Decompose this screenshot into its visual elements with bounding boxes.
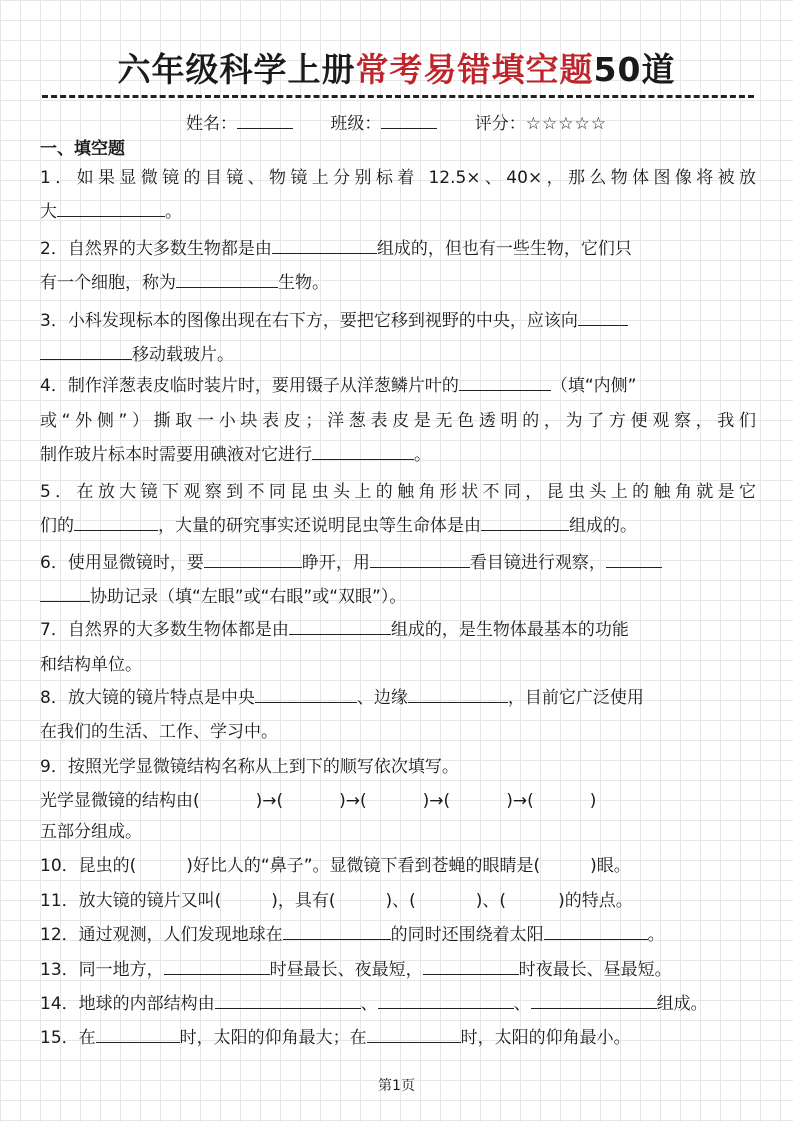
answer-blank[interactable] (481, 512, 569, 531)
answer-blank[interactable] (255, 684, 357, 703)
name-field[interactable]: 姓名： (186, 109, 293, 134)
answer-blank[interactable] (378, 990, 514, 1009)
answer-blank[interactable] (312, 441, 414, 460)
score-stars: ☆☆☆☆☆ (525, 114, 607, 134)
answer-blank[interactable] (204, 549, 302, 568)
question-7-line-1: 7．自然界的大多数生物体都是由 组成的，是生物体最基本的功能 (40, 613, 756, 647)
score-field: 评分：☆☆☆☆☆ (474, 114, 607, 134)
question-5-line-1: 5．在放大镜下观察到不同昆虫头上的触角形状不同，昆虫头上的触角就是它 (40, 482, 756, 502)
answer-blank[interactable] (215, 990, 361, 1009)
student-info (0, 109, 793, 134)
question-7-line-2: 和结构单位。 (40, 655, 142, 675)
answer-blank[interactable] (423, 956, 519, 975)
question-6-line-1: 6．使用显微镜时，要 睁开，用 看目镜进行观察， (40, 546, 756, 580)
answer-blank[interactable] (74, 512, 158, 531)
answer-blank[interactable] (272, 235, 377, 254)
answer-blank[interactable] (96, 1024, 180, 1043)
title-red: 常考易错填空题 (355, 50, 594, 89)
answer-blank[interactable] (531, 990, 657, 1009)
question-3-line-1: 3．小科发现标本的图像出现在右下方，要把它移到视野的中央，应该向 (40, 304, 756, 338)
question-13: 13．同一地方， 时昼最长、夜最短， 时夜最长、昼最短。 (40, 953, 756, 987)
question-1-line-1: 1．如果显微镜的目镜、物镜上分别标着 12.5×、40×，那么物体图像将被放 (40, 168, 756, 188)
question-10: 10．昆虫的( )好比人的“鼻子”。显微镜下看到苍蝇的眼睛是( )眼。 (40, 856, 631, 876)
answer-blank[interactable] (544, 921, 648, 940)
class-field[interactable]: 班级： (330, 109, 437, 134)
answer-blank[interactable] (370, 549, 470, 568)
answer-blank[interactable] (57, 198, 165, 217)
question-14: 14．地球的内部结构由 、 、 组成。 (40, 987, 756, 1021)
answer-blank[interactable] (459, 372, 551, 391)
question-9-line-2: 光学显微镜的结构由( )→( )→( )→( )→( ) (40, 791, 597, 811)
title-divider (42, 95, 754, 98)
title-black: 六年级科学上册 (117, 50, 356, 89)
question-3-line-2: 移动载玻片。 (40, 338, 756, 372)
question-5-line-2: 们的 ，大量的研究事实还说明昆虫等生命体是由 组成的。 (40, 509, 756, 543)
class-blank[interactable] (381, 114, 437, 129)
answer-blank[interactable] (164, 956, 270, 975)
answer-blank[interactable] (40, 583, 90, 602)
section-title: 一、填空题 (40, 139, 125, 159)
page-title (0, 44, 793, 91)
question-4-line-1: 4．制作洋葱表皮临时装片时，要用镊子从洋葱鳞片叶的 （填“内侧” (40, 369, 756, 403)
answer-blank[interactable] (40, 341, 132, 360)
answer-blank[interactable] (408, 684, 508, 703)
answer-blank[interactable] (289, 616, 391, 635)
question-15: 15．在 时，太阳的仰角最大；在 时，太阳的仰角最小。 (40, 1021, 756, 1055)
name-blank[interactable] (237, 114, 293, 129)
page-number: 第1页 (378, 1078, 415, 1094)
question-8-line-1: 8．放大镜的镜片特点是中央 、边缘 ，目前它广泛使用 (40, 681, 756, 715)
title-count: 50道 (593, 50, 676, 89)
question-8-line-2: 在我们的生活、工作、学习中。 (40, 722, 278, 742)
question-6-line-2: 协助记录（填“左眼”或“右眼”或“双眼”）。 (40, 580, 756, 614)
question-9-line-1: 9．按照光学显微镜结构名称从上到下的顺写依次填写。 (40, 757, 459, 777)
question-2-line-2: 有一个细胞，称为 生物。 (40, 266, 756, 300)
question-4-line-3: 制作玻片标本时需要用碘液对它进行 。 (40, 438, 756, 472)
question-9-line-3: 五部分组成。 (40, 822, 142, 842)
answer-blank[interactable] (176, 269, 278, 288)
answer-blank[interactable] (578, 307, 628, 326)
question-12: 12．通过观测，人们发现地球在 的同时还围绕着太阳 。 (40, 918, 756, 952)
question-2-line-1: 2．自然界的大多数生物都是由 组成的，但也有一些生物，它们只 (40, 232, 756, 266)
question-1-line-2: 大 。 (40, 195, 756, 229)
answer-blank[interactable] (367, 1024, 461, 1043)
answer-blank[interactable] (606, 549, 662, 568)
answer-blank[interactable] (283, 921, 391, 940)
question-4-line-2: 或“外侧”）撕取一小块表皮；洋葱表皮是无色透明的，为了方便观察，我们 (40, 411, 756, 431)
question-11: 11．放大镜的镜片又叫( )，具有( )、( )、( )的特点。 (40, 891, 633, 911)
